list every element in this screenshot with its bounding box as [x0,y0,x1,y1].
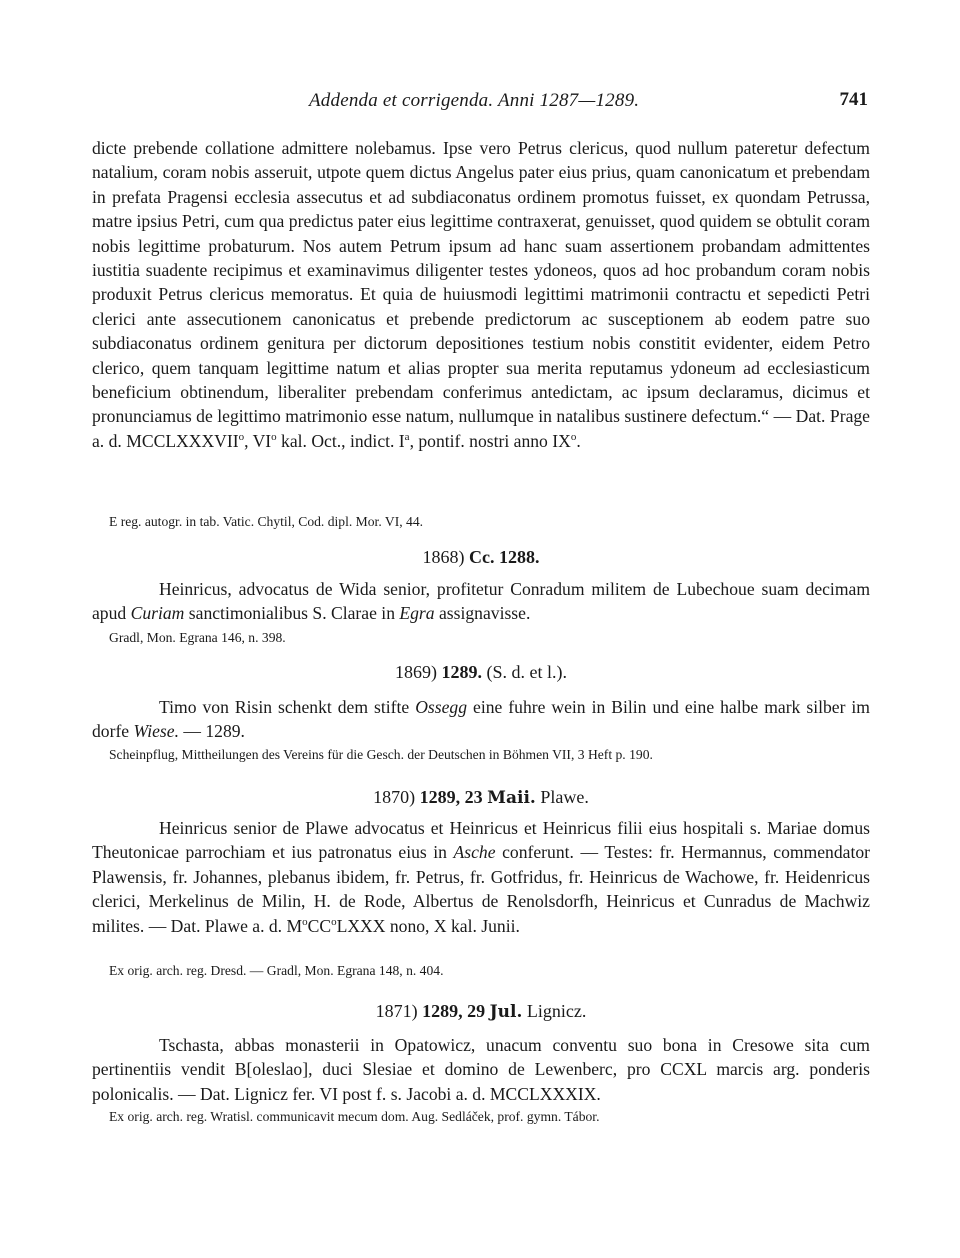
page-header [92,88,868,116]
entry-heading: 1869) 1289. (S. d. et l.). [395,662,567,682]
entry-heading: 1870) 1289, 23 Maii. Plawe. [373,787,589,808]
running-title: Addenda et corrigenda. Anni 1287—1289. [309,90,640,111]
source-note: E reg. autogr. in tab. Vatic. Chytil, Cod. dipl. Mor. VI, 44. [109,514,424,529]
source-note: Ex orig. arch. reg. Dresd. — Gradl, Mon. Egrana 148, n. 404. [109,963,444,978]
entry-text: Tschasta, abbas monasterii in Opatowicz, unacum conventu suo bona in Cresowe sita cum pertinentiis vendit B[oleslao], duci Slesiae et domino de Lewenberc, pro CCXL marcis arg. ponderis polonicalis. — Dat. Lignicz fer. VI post f. s. Jacobi a. d. MCCLXXXIX. [92,1035,870,1104]
page-number: 741 [839,89,868,110]
source-note: Gradl, Mon. Egrana 146, n. 398. [109,630,286,645]
continuation-paragraph: dicte prebende collatione admittere nolebamus. Ipse vero Petrus clericus, quod nullum pateretur defectum natalium, coram nobis asseruit, utpote quem dictus Angelus pater eius prius, quam canonicatum et prebendam in prefata Pragensi ecclesia assecutus et ad subdiaconatus ordinem promotus fuisset, ex quondam Petrussa, matre ipsius Petri, cum qua predictus pater eius legittime contraxerat, genuisset, quod quidem se obtulit coram nobis legittime probaturum. Nos autem Petrum ipsum ad hanc suam assertionem probandam admittentes iustitia suadente recipimus et examinavimus diligenter testes ydoneos, quos ad hoc probandum coram nobis produxit Petrus clericus memoratus. Et quia de huiusmodi legittimi matrimonii contractu et sepedicti Petri clerici ante assecutionem canonicatus et prebende predictorum ac susceptionem ab eodem patre suo subdiaconatus ordinem genitura per dictorum depositiones testium nobis constitit evidenter, eidem Petro clerico, quem tanquam legittime natum et alias propter sua merita reputamus ydoneum ad ecclesiasticum beneficium obtinendum, liberaliter prebendam conferimus antedictam, ac ipsum declaramus, dicimus et pronunciamus de legittimo matrimonio esse natum, nullumque in natalibus sustinere defectum.“ — Dat. Prage a. d. MCCLXXXVII$^o$, $VI^o$ kal. Oct., indict. $I^a$, pontif. nostri anno $IX^o$. [92,138,870,451]
continuation-text [92,136,870,453]
entry-text: Heinricus, advocatus de Wida senior, profitetur Conradum militem de Lubechoue suam decimam apud Curiam sanctimonialibus S. Clarae in Egra assignavisse. [92,579,870,624]
entry-heading: 1868) Cc. 1288. [422,547,540,567]
entry-heading: 1871) 1289, 29 Jul. Lignicz. [375,1001,587,1022]
entry-text: Timo von Risin schenkt dem stifte Ossegg eine fuhre wein in Bilin und eine halbe mark silber im dorfe Wiese. — 1289. [92,697,870,742]
entry-text: Heinricus senior de Plawe advocatus et Heinricus et Heinricus filii eius hospitali s. Mariae domus Theutonicae parrochiam et ius patronatus eius in Asche conferunt. — Testes: fr. Hermannus, commendator Plawensis, fr. Johannes, plebanus ibidem, fr. Petrus, fr. Gotfridus, fr. Heinricus de Wachowe, fr. Heidenricus clerici, Merkelinus de Milin, H. de Rode, Albertus de Renolsdorfh, Heinricus et Cunradus de Machwiz milites. — Dat. Plawe a. d. $M^oCC^oLXXX$ nono, X kal. Junii. [92,818,870,936]
source-note: Scheinpflug, Mittheilungen des Vereins für die Gesch. der Deutschen in Böhmen VII, 3 Heft p. 190. [109,747,653,762]
source-note: Ex orig. arch. reg. Wratisl. communicavit mecum dom. Aug. Sedláček, prof. gymn. Tábor. [109,1109,600,1124]
